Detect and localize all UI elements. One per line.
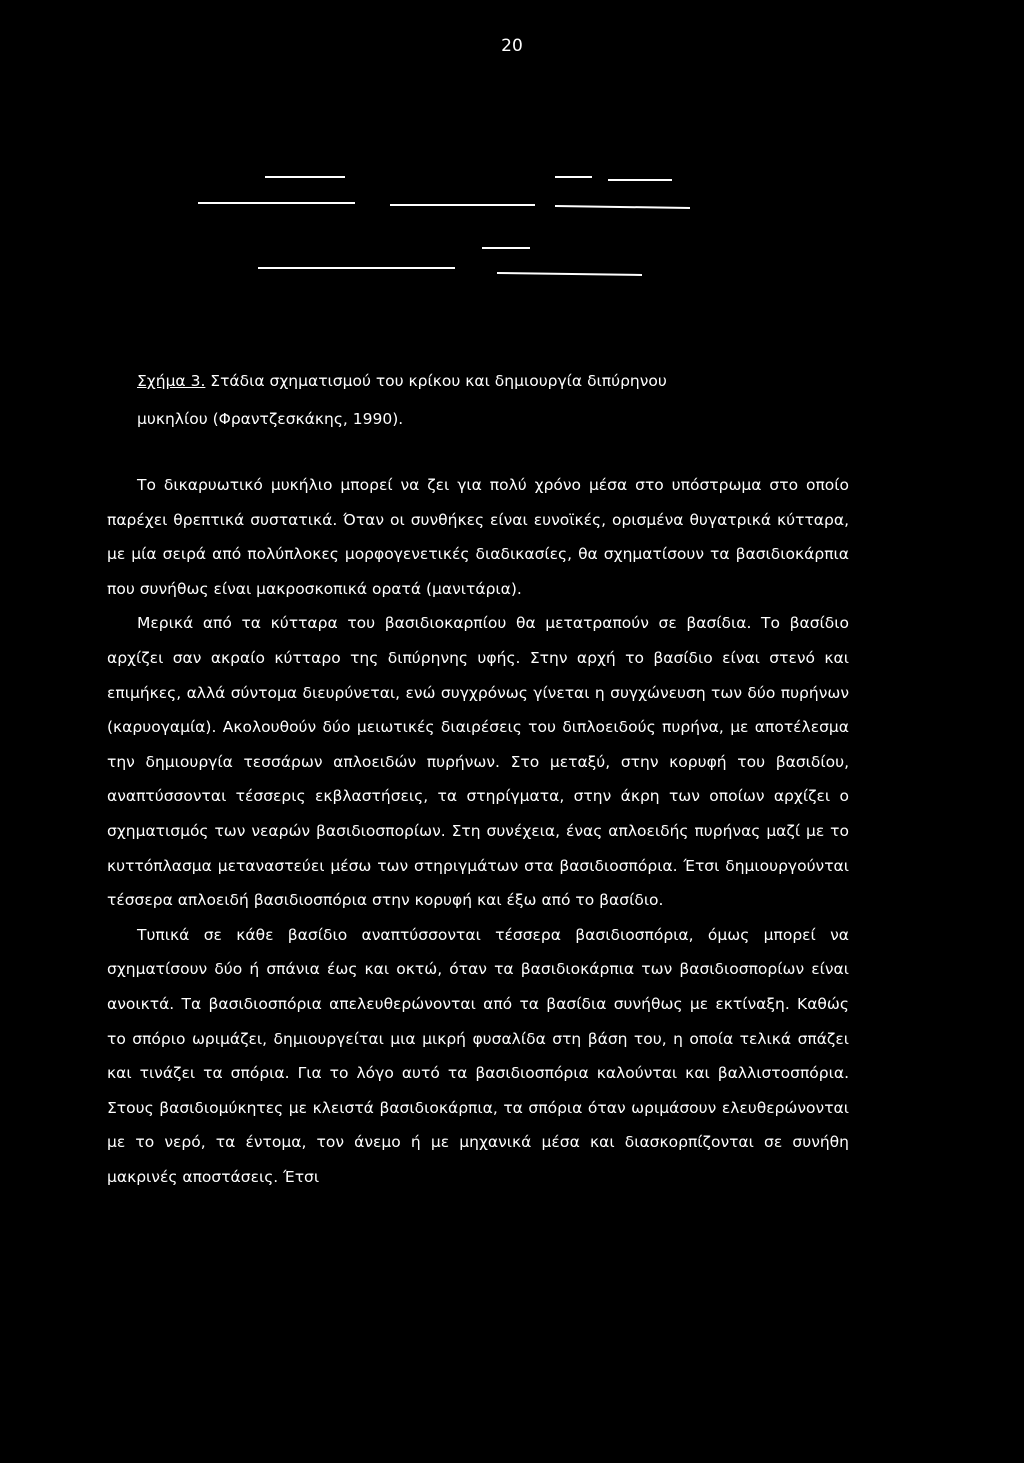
paragraph: Τυπικά σε κάθε βασίδιο αναπτύσσονται τέσσερα βασιδιοσπόρια, όμως μπορεί να σχηματίσουν δύο ή σπάνια έως και οκτώ, όταν τα βασιδιοκάρπια των βασιδιοσπορίων είναι ανοικτά. Τα βασιδιοσπόρια απελευθερώνονται από τα βασίδια συνήθως με εκτίναξη. Καθώς το σπόριο ωριμάζει, δημιουργείται μια μικρή φυσαλίδα στη βάση του, η οποία τελικά σπάζει και τινάζει τα σπόρια. Για το λόγο αυτό τα βασιδιοσπόρια καλούνται και βαλλιστοσπόρια. Στους βασιδιομύκητες με κλειστά βασιδιοκάρπια, τα σπόρια όταν ωριμάσουν ελευθερώνονται με το νερό, τα έντομα, τον άνεμο ή με μηχανικά μέσα και διασκορπίζονται σε συνήθη μακρινές αποστάσεις. Έτσι (107, 925, 849, 1186)
figure-caption-line1: Στάδια σχηματισμού του κρίκου και δημιουργία διπύρηνου (205, 372, 667, 390)
paragraph: Μερικά από τα κύτταρα του βασιδιοκαρπίου θα μετατραπούν σε βασίδια. Το βασίδιο αρχίζει σαν ακραίο κύτταρο της διπύρηνης υφής. Στην αρχή το βασίδιο είναι στενό και επιμήκες, αλλά σύντομα διευρύνεται, ενώ συγχρόνως γίνεται η συγχώνευση των δύο πυρήνων (καρυογαμία). Ακολουθούν δύο μειωτικές διαιρέσεις του διπλοειδούς πυρήνα, με αποτέλεσμα την δημιουργία τεσσάρων απλοειδών πυρήνων. Στο μεταξύ, στην κορυφή του βασιδίου, αναπτύσσονται τέσσερις εκβλαστήσεις, τα στηρίγματα, στην άκρη των οποίων αρχίζει ο σχηματισμός των νεαρών βασιδιοσπορίων. Στη συνέχεια, ένας απλοειδής πυρήνας μαζί με το κυττόπλασμα μεταναστεύει μέσω των στηριγμάτων στα βασιδιοσπόρια. Έτσι δημιουργούνται τέσσερα απλοειδή βασιδιοσπόρια στην κορυφή και έξω από το βασίδιο. (107, 614, 849, 910)
body-text (107, 468, 849, 1194)
figure-caption (137, 362, 857, 438)
figure-label: Σχήμα 3. (137, 372, 206, 390)
page-number: 20 (501, 36, 523, 56)
figure-residual-lines (0, 160, 1024, 290)
paragraph: Το δικαρυωτικό μυκήλιο μπορεί να ζει για πολύ χρόνο μέσα στο υπόστρωμα στο οποίο παρέχει θρεπτικά συστατικά. Όταν οι συνθήκες είναι ευνοϊκές, ορισμένα θυγατρικά κύτταρα, με μία σειρά από πολύπλοκες μορφογενετικές διαδικασίες, θα σχηματίσουν τα βασιδιοκάρπια που συνήθως είναι μακροσκοπικά ορατά (μανιτάρια). (107, 476, 849, 598)
figure-line (497, 273, 642, 275)
figure-line (555, 206, 690, 208)
figure-line-group (198, 177, 690, 275)
figure-caption-line2: μυκηλίου (Φραντζεσκάκης, 1990). (137, 410, 404, 428)
